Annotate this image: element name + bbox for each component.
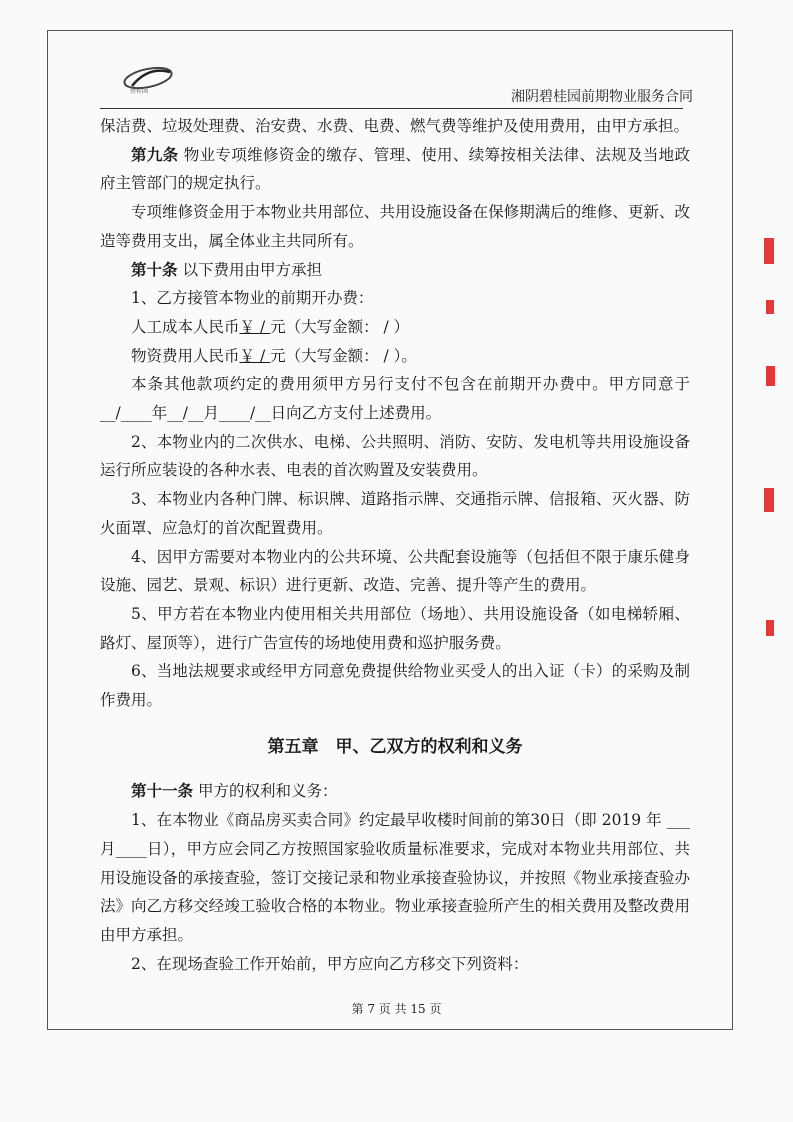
material-cost-line: 物资费用人民币￥ / 元（大写金额： / ）。 — [131, 346, 417, 365]
paragraph: 5、甲方若在本物业内使用相关共用部位（场地）、共用设施设备（如电梯轿厢、路灯、屋顶等），进行广告宣传的场地使用费和巡护服务费。 — [100, 604, 690, 652]
seal-fragment — [766, 620, 774, 636]
paragraph: 4、因甲方需要对本物业内的公共环境、公共配套设施等（包括但不限于康乐健身设施、园艺、景观、标识）进行更新、改造、完善、提升等产生的费用。 — [100, 547, 690, 595]
document-header-title: 湘阴碧桂园前期物业服务合同 — [511, 89, 693, 105]
header-divider — [100, 108, 683, 109]
paragraph: 保洁费、垃圾处理费、治安费、水费、电费、燃气费等维护及使用费用，由甲方承担。 — [100, 117, 690, 135]
page-number: 第 7 页 共 15 页 — [351, 1002, 442, 1016]
article-9: 第九条 物业专项维修资金的缴存、管理、使用、续筹按相关法律、法规及当地政府主管部门的规定执行。 — [100, 144, 690, 193]
paragraph: 本条其他款项约定的费用须甲方另行支付不包含在前期开办费中。甲方同意于__/____年__/__月____/__日向乙方支付上述费用。 — [100, 375, 690, 423]
paragraph: 专项维修资金用于本物业共用部位、共用设施设备在保修期满后的维修、更新、改造等费用支出，属全体业主共同所有。 — [100, 203, 690, 250]
chapter-heading: 第五章 甲、乙双方的权利和义务 — [267, 736, 523, 757]
paragraph: 3、本物业内各种门牌、标识牌、道路指示牌、交通指示牌、信报箱、灭火器、防火面罩、应急灯的首次配置费用。 — [100, 490, 690, 537]
document-body — [100, 112, 690, 978]
seal-fragment — [764, 238, 774, 264]
paragraph: 2、本物业内的二次供水、电梯、公共照明、消防、安防、发电机等共用设施设备运行所应装设的各种水表、电表的首次购置及安装费用。 — [100, 432, 690, 480]
paragraph: 6、当地法规要求或经甲方同意免费提供给物业买受人的出入证（卡）的采购及制作费用。 — [100, 662, 690, 710]
seal-fragment — [766, 366, 775, 386]
company-logo — [118, 62, 182, 100]
article-11: 第十一条 甲方的权利和义务： — [131, 781, 338, 801]
paragraph: 1、在本物业《商品房买卖合同》约定最早收楼时间前的第30日（即 2019 年 ___月____日），甲方应会同乙方按照国家验收质量标准要求，完成对本物业共用部位、共用设施设备的承接查验，签订交接记录和物业承接查验协议，并按照《物业承接查验办法》向乙方移交经竣工验收合格的本物业。物业承接查验所产生的相关费用及整改费用由甲方承担。 — [100, 811, 690, 944]
article-10: 第十条 以下费用由甲方承担 — [131, 259, 322, 279]
seal-fragment — [764, 488, 774, 512]
seal-fragment — [766, 300, 774, 314]
paragraph: 2、在现场查验工作开始前，甲方应向乙方移交下列资料： — [131, 954, 529, 973]
labor-cost-line: 人工成本人民币￥ / 元（大写金额： / ） — [131, 317, 410, 336]
logo-text: 碧桂园 — [130, 88, 149, 95]
paragraph: 1、乙方接管本物业的前期开办费： — [131, 289, 374, 308]
